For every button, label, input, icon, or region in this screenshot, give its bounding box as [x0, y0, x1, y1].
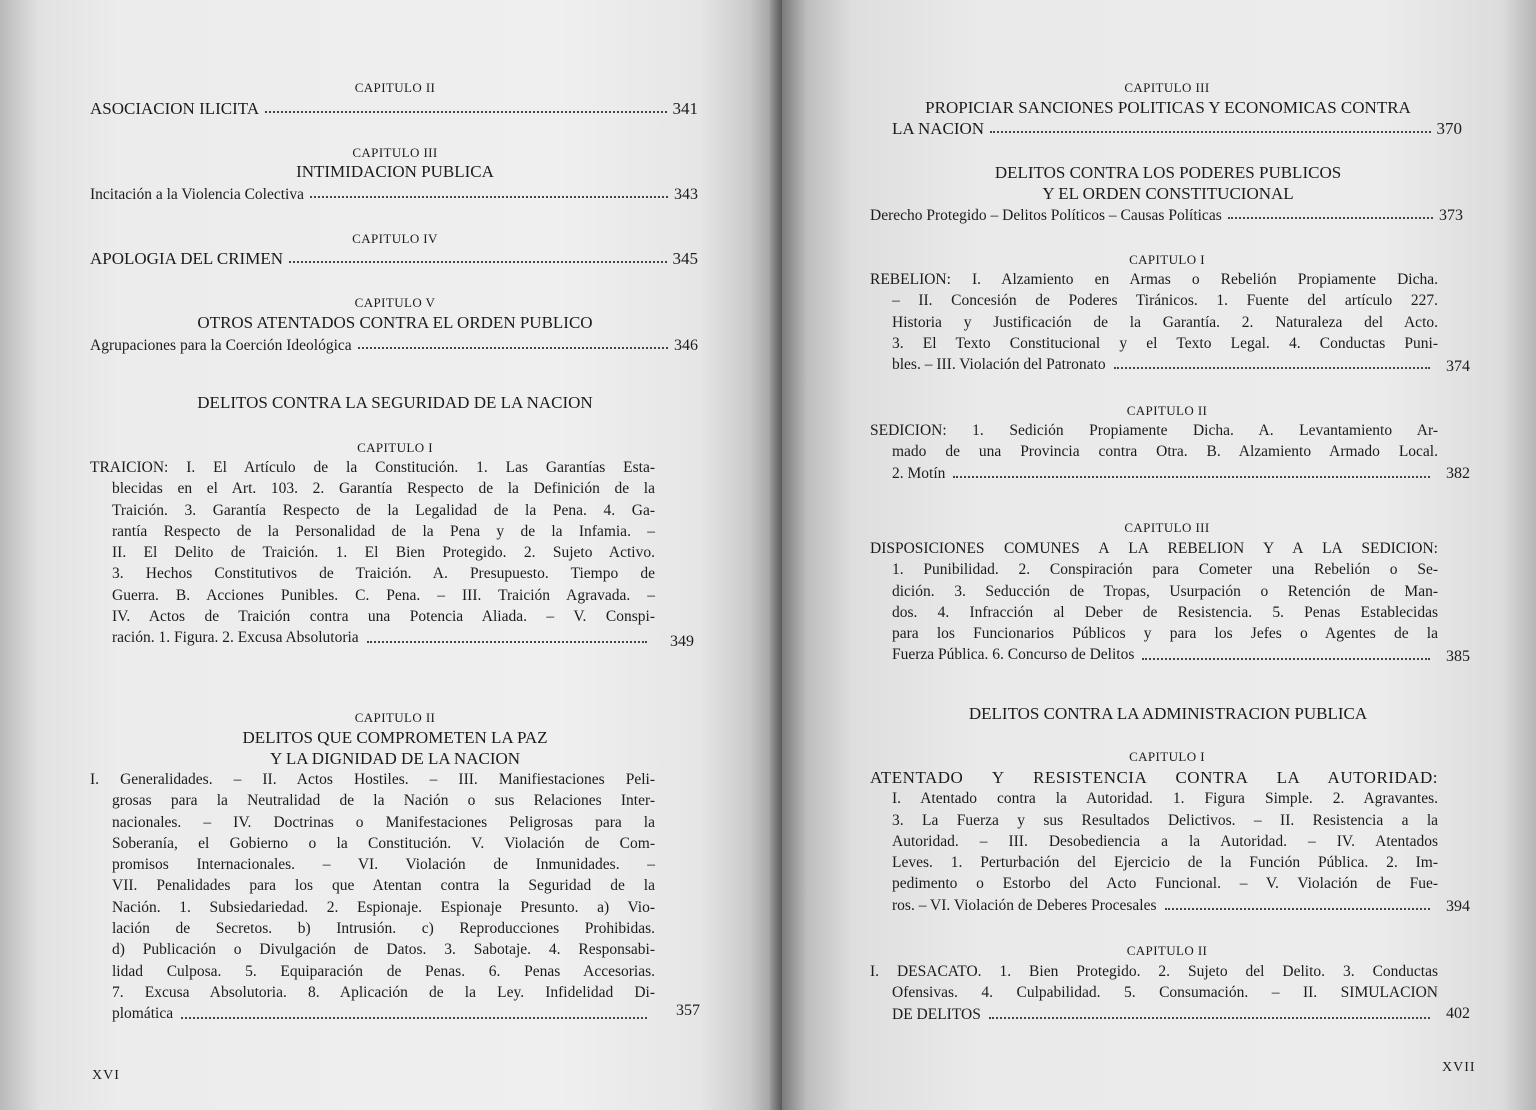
folio: XVII: [1442, 1060, 1476, 1075]
toc-line: IV. Actos de Traición contra una Potencia Aliada. – V. Conspi-: [112, 608, 655, 626]
toc-entry-title: ASOCIACION ILICITA: [90, 99, 260, 118]
toc-paragraph: [870, 538, 1438, 666]
toc-line: mado de una Provincia contra Otra. B. Alzamiento Armado Local.: [892, 443, 1438, 461]
toc-line: I. Atentado contra la Autoridad. 1. Figura Simple. 2. Agravantes.: [892, 790, 1438, 808]
toc-line: grosas para la Neutralidad de la Nación o sus Relaciones Inter-: [112, 792, 655, 810]
toc-line: VII. Penalidades para los que Atentan contra la Seguridad de la: [112, 877, 655, 895]
toc-line: – II. Concesión de Poderes Tiránicos. 1. Fuente del artículo 227.: [892, 292, 1438, 310]
chapter-heading: CAPITULO III: [1124, 80, 1210, 95]
toc-entry: [870, 207, 1463, 225]
toc-line: TRAICION: I. El Artículo de la Constitución. 1. Las Garantías Esta-: [90, 459, 655, 476]
toc-paragraph: [870, 269, 1438, 375]
toc-paragraph: [870, 767, 1438, 916]
page-number: 385: [1446, 648, 1470, 665]
page-number: 346: [674, 337, 698, 354]
toc-line: Ofensivas. 4. Culpabilidad. 5. Consumación. – II. SIMULACION: [892, 984, 1438, 1002]
toc-line-text: bles. – III. Violación del Patronato: [892, 356, 1106, 374]
toc-line: lidad Culposa. 5. Equiparación de Penas. 6. Penas Accesorias.: [112, 962, 655, 980]
chapter-heading: CAPITULO V: [354, 295, 436, 310]
toc-line: dos. 4. Infracción al Deber de Resistencia. 5. Penas Establecidas: [892, 603, 1438, 621]
toc-paragraph: [870, 961, 1438, 1025]
toc-line: REBELION: I. Alzamiento en Armas o Rebelión Propiamente Dicha.: [870, 271, 1438, 288]
toc-line: 3. El Texto Constitucional y el Texto Legal. 4. Conductas Puni-: [892, 334, 1438, 352]
toc-line: [870, 644, 1438, 665]
page-number: 343: [674, 186, 698, 203]
chapter-heading: CAPITULO I: [1129, 749, 1205, 764]
chapter-title: DELITOS QUE COMPROMETEN LA PAZ: [242, 728, 548, 747]
toc-line: [870, 463, 1438, 484]
page-number: 402: [1446, 1005, 1470, 1022]
toc-line: lación de Secretos. b) Intrusión. c) Reproducciones Prohibidas.: [112, 920, 655, 938]
page-number: 394: [1446, 898, 1470, 915]
toc-line: Historia y Justificación de la Garantía. 2. Naturaleza del Acto.: [892, 313, 1438, 331]
toc-paragraph: [90, 769, 655, 1025]
toc-line-text: DE DELITOS: [892, 1005, 981, 1023]
toc-entry: [90, 249, 698, 269]
page-number: 349: [670, 633, 694, 650]
toc-line: Autoridad. – III. Desobediencia a la Autoridad. – IV. Atentados: [892, 832, 1438, 850]
chapter-title: INTIMIDACION PUBLICA: [296, 162, 494, 181]
toc-line: rantía Respecto de la Personalidad de la Pena y de la Infamia. –: [112, 522, 655, 540]
chapter-title: Y LA DIGNIDAD DE LA NACION: [269, 749, 521, 768]
toc-line: [870, 895, 1438, 916]
toc-line: Nación. 1. Subsiedariedad. 2. Espionaje. Espionaje Presunto. a) Vio-: [112, 898, 655, 916]
toc-entry-title: APOLOGIA DEL CRIMEN: [90, 249, 283, 268]
toc-entry: [90, 99, 698, 119]
toc-line: Leves. 1. Perturbación del Ejercicio de la Función Pública. 2. Im-: [892, 854, 1438, 872]
toc-entry-title: Incitación a la Violencia Colectiva: [90, 186, 304, 203]
toc-line: I. Generalidades. – II. Actos Hostiles. – III. Manifiestaciones Peli-: [90, 771, 655, 788]
toc-line: Guerra. B. Acciones Punibles. C. Pena. – III. Traición Agravada. –: [112, 586, 655, 604]
toc-entry: [892, 119, 1462, 139]
toc-line: II. El Delito de Traición. 1. El Bien Protegido. 2. Sujeto Activo.: [112, 544, 655, 562]
toc-line: Traición. 3. Garantía Respecto de la Legalidad de la Pena. 4. Ga-: [112, 501, 655, 519]
toc-line: para los Funcionarios Públicos y para los Jefes o Agentes de la: [892, 625, 1438, 643]
toc-line: dición. 3. Seducción de Tropas, Usurpación o Retención de Man-: [892, 582, 1438, 600]
toc-entry: [90, 186, 698, 204]
toc-entry-title: Agrupaciones para la Coerción Ideológica: [90, 337, 352, 354]
toc-line: 3. La Fuerza y sus Resultados Delictivos. – II. Resistencia a la: [892, 811, 1438, 829]
toc-line: d) Publicación o Divulgación de Datos. 3. Sabotaje. 4. Responsabi-: [112, 941, 655, 959]
chapter-heading: CAPITULO I: [1129, 252, 1205, 267]
chapter-heading: CAPITULO II: [354, 80, 436, 95]
toc-line: blecidas en el Art. 103. 2. Garantía Respecto de la Definición de la: [112, 480, 655, 498]
folio: XVI: [92, 1068, 120, 1083]
right-page: [782, 0, 1536, 1110]
page-number: 341: [672, 99, 698, 118]
page-number: 374: [1446, 358, 1470, 375]
toc-line: ATENTADO Y RESISTENCIA CONTRA LA AUTORIDAD:: [870, 768, 1438, 787]
toc-line: pedimento o Estorbo del Acto Funcional. – V. Violación de Fue-: [892, 875, 1438, 893]
toc-line-text: plomática: [112, 1005, 174, 1023]
part-title: DELITOS CONTRA LA ADMINISTRACION PUBLICA: [968, 704, 1368, 723]
page-number: 382: [1446, 465, 1470, 482]
toc-line-text: 2. Motín: [892, 464, 946, 482]
chapter-heading: CAPITULO IV: [352, 231, 438, 246]
toc-line: [870, 354, 1438, 375]
part-title: DELITOS CONTRA LA SEGURIDAD DE LA NACION: [197, 393, 593, 412]
toc-line: [90, 1003, 655, 1024]
toc-line: I. DESACATO. 1. Bien Protegido. 2. Sujeto del Delito. 3. Conductas: [870, 963, 1438, 980]
chapter-heading: CAPITULO III: [352, 145, 438, 160]
toc-entry-title: LA NACION: [892, 119, 985, 138]
page-number: 345: [672, 249, 698, 268]
page-number: 373: [1439, 207, 1463, 224]
chapter-heading: CAPITULO I: [357, 440, 433, 455]
toc-line: nacionales. – IV. Doctrinas o Manifestaciones Peligrosas para la: [112, 813, 655, 831]
toc-line: promisos Internacionales. – VI. Violación de Inmunidades. –: [112, 856, 655, 874]
part-title: DELITOS CONTRA LOS PODERES PUBLICOS: [994, 163, 1342, 182]
chapter-heading: CAPITULO II: [354, 710, 436, 725]
chapter-title: OTROS ATENTADOS CONTRA EL ORDEN PUBLICO: [197, 313, 593, 332]
page-number: 357: [676, 1002, 700, 1019]
toc-line: 7. Excusa Absolutoria. 8. Aplicación de la Ley. Infidelidad Di-: [112, 983, 655, 1001]
toc-line-text: ración. 1. Figura. 2. Excusa Absolutoria: [112, 629, 359, 647]
toc-line: SEDICION: 1. Sedición Propiamente Dicha. A. Levantamiento Ar-: [870, 422, 1438, 439]
toc-line: [870, 1004, 1438, 1025]
chapter-heading: CAPITULO III: [1124, 520, 1210, 535]
chapter-heading: CAPITULO II: [1126, 403, 1208, 418]
toc-line: Soberanía, el Gobierno o la Constitución. V. Violación de Com-: [112, 834, 655, 852]
toc-paragraph: [90, 457, 655, 649]
toc-paragraph: [870, 420, 1438, 484]
page-number: 370: [1436, 119, 1462, 138]
toc-entry: [90, 337, 698, 355]
toc-line-text: ros. – VI. Violación de Deberes Procesales: [892, 896, 1157, 914]
toc-line: 1. Punibilidad. 2. Conspiración para Cometer una Rebelión o Se-: [892, 561, 1438, 579]
toc-line: DISPOSICIONES COMUNES A LA REBELION Y A LA SEDICION:: [870, 540, 1438, 557]
part-title: Y EL ORDEN CONSTITUCIONAL: [1042, 184, 1294, 203]
chapter-heading: CAPITULO II: [1126, 943, 1208, 958]
toc-line: [90, 627, 655, 648]
chapter-title: PROPICIAR SANCIONES POLITICAS Y ECONOMICAS CONTRA: [925, 98, 1411, 117]
toc-line: 3. Hechos Constitutivos de Traición. A. Presupuesto. Tiempo de: [112, 565, 655, 583]
toc-line-text: Fuerza Pública. 6. Concurso de Delitos: [892, 646, 1135, 664]
toc-entry-title: Derecho Protegido – Delitos Políticos – Causas Políticas: [870, 207, 1222, 224]
